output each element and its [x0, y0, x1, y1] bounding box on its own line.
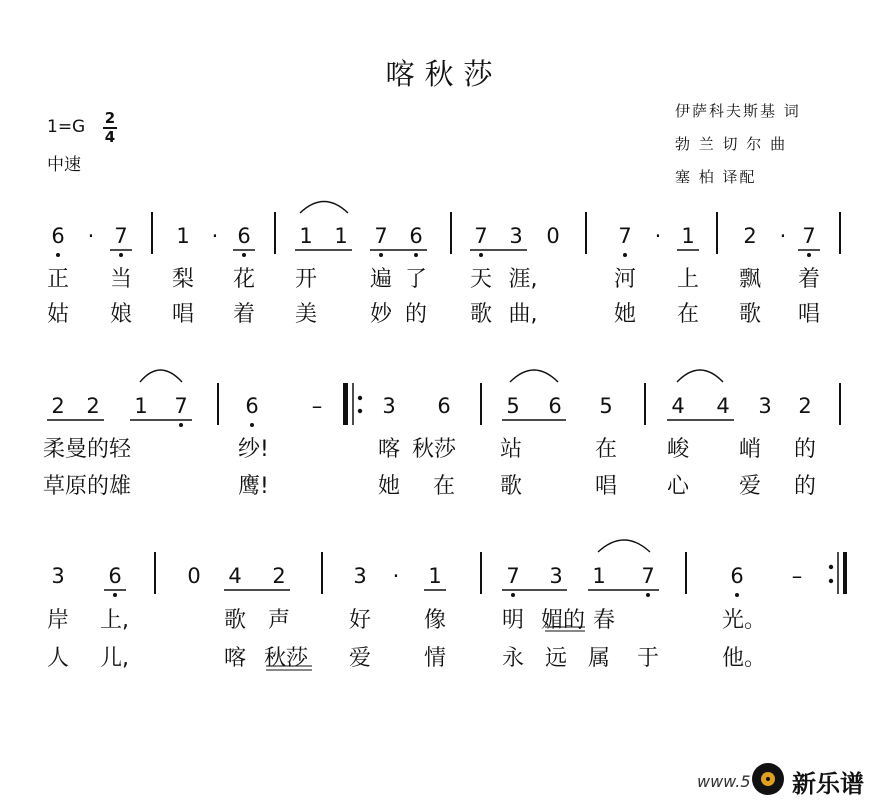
lyric: 喀 [377, 437, 400, 462]
song-title: 喀秋莎 [385, 57, 503, 91]
note: 7 [641, 564, 655, 588]
lyric: 心 [666, 474, 689, 499]
octave-dots [56, 253, 811, 597]
lyric: 爱 [348, 646, 371, 671]
lyric: 永 [501, 646, 524, 671]
note: 2 [51, 394, 65, 418]
note: 6 [237, 224, 251, 248]
translator-credit: 塞 柏 译配 [675, 168, 757, 186]
note: 3 [382, 394, 396, 418]
note: 2 [86, 394, 100, 418]
tempo-marking: 中速 [47, 155, 81, 175]
note: 1 [334, 224, 348, 248]
note: 6 [730, 564, 744, 588]
note: 6 [437, 394, 451, 418]
lyric: 唱 [797, 302, 820, 327]
lyric: 情 [423, 646, 446, 671]
watermark-url: www.5 [697, 772, 751, 791]
note: 3 [758, 394, 772, 418]
lyric: 姑 [46, 302, 69, 327]
note: 3 [353, 564, 367, 588]
lyric: 着 [232, 302, 255, 327]
note: 4 [228, 564, 242, 588]
note: 3 [509, 224, 523, 248]
dash: – [791, 564, 803, 588]
lyric: 于 [636, 646, 659, 671]
repeat-end-sign [829, 552, 847, 594]
lyric: 鹰! [238, 474, 269, 499]
lyric: 着 [797, 267, 820, 292]
note: 3 [51, 564, 65, 588]
dash: – [311, 394, 323, 418]
slurs [140, 202, 723, 553]
lyric: 梨 [171, 267, 194, 292]
note: 7 [474, 224, 488, 248]
lyric: 光。 [722, 608, 767, 633]
lyric: 爱 [738, 474, 761, 499]
lyric: 柔曼的轻 [43, 437, 132, 462]
lyric: 上 [676, 267, 699, 292]
note: 7 [802, 224, 816, 248]
lyric: 当 [109, 267, 132, 292]
key-label: 1=G [47, 117, 86, 137]
lyric: 在 [594, 437, 617, 462]
lyric: 歌 [499, 474, 522, 499]
note: 0 [187, 564, 201, 588]
lyric: 儿, [100, 646, 129, 671]
note: 2 [743, 224, 757, 248]
lyric: 声 [267, 608, 290, 633]
time-top: 2 [104, 109, 116, 127]
lyric: 飘 [738, 267, 761, 292]
lyric: 远 [544, 646, 567, 671]
lyricist-credit: 伊萨科夫斯基 词 [675, 102, 801, 120]
lyric: 的 [404, 302, 427, 327]
note: 6 [409, 224, 423, 248]
dot: · [779, 224, 787, 248]
note: 0 [546, 224, 560, 248]
note: 6 [548, 394, 562, 418]
lyric: 歌 [738, 302, 761, 327]
lyric: 妙 [369, 302, 392, 327]
lyric: 秋莎 [264, 646, 309, 671]
lyric: 的 [793, 474, 816, 499]
lyric: 唱 [594, 474, 617, 499]
note: 6 [51, 224, 65, 248]
dot: · [87, 224, 95, 248]
note: 7 [374, 224, 388, 248]
lyric: 峻 [666, 437, 689, 462]
lyric: 人 [46, 646, 69, 671]
note: 5 [599, 394, 613, 418]
lyric-underlines [266, 627, 585, 670]
lyric: 遍 [369, 267, 392, 292]
note: 4 [671, 394, 685, 418]
dot: · [392, 564, 400, 588]
note: 2 [272, 564, 286, 588]
note: 7 [618, 224, 632, 248]
barlines [152, 212, 840, 594]
note: 1 [681, 224, 695, 248]
dot: · [654, 224, 662, 248]
lyric: 秋莎 [412, 437, 457, 462]
lyric: 他。 [722, 646, 767, 671]
lyric: 歌 [469, 302, 492, 327]
lyric: 开 [294, 267, 317, 292]
lyric: 正 [46, 267, 69, 292]
repeat-start-sign [344, 383, 362, 425]
dot: · [211, 224, 219, 248]
lyric: 像 [423, 608, 446, 633]
lyric: 春 [592, 608, 615, 633]
note: 1 [134, 394, 148, 418]
lyric: 娘 [109, 302, 132, 327]
time-bottom: 4 [104, 128, 116, 146]
lyric: 草原的雄 [43, 474, 132, 499]
rhythm-underlines [47, 250, 820, 590]
note: 5 [506, 394, 520, 418]
lyric: 媚的 [541, 608, 586, 633]
lyric: 纱! [238, 437, 269, 462]
note: 2 [798, 394, 812, 418]
note: 1 [592, 564, 606, 588]
lyric: 曲, [508, 302, 538, 327]
lyric: 好 [348, 608, 371, 633]
lyric: 在 [432, 474, 455, 499]
lyric: 的 [793, 437, 816, 462]
lyric: 了 [404, 267, 427, 292]
lyric: 属 [587, 646, 610, 671]
lyric: 上, [100, 608, 129, 633]
lyric: 岸 [46, 608, 69, 633]
note: 7 [114, 224, 128, 248]
note: 3 [549, 564, 563, 588]
lyric: 美 [294, 302, 317, 327]
lyric: 峭 [738, 437, 761, 462]
lyric: 花 [232, 267, 255, 292]
lyric: 歌 [223, 608, 246, 633]
watermark-brand: 新乐谱 [792, 770, 864, 798]
note: 7 [174, 394, 188, 418]
note: 1 [176, 224, 190, 248]
note: 6 [245, 394, 259, 418]
composer-credit: 勃 兰 切 尔 曲 [675, 135, 788, 153]
lyric: 河 [613, 267, 636, 292]
note: 1 [299, 224, 313, 248]
note: 6 [108, 564, 122, 588]
lyric: 唱 [171, 302, 194, 327]
lyric: 站 [499, 437, 522, 462]
lyric: 明 [501, 608, 524, 633]
lyric: 她 [377, 474, 400, 499]
lyric: 她 [613, 302, 636, 327]
lyric: 在 [676, 302, 699, 327]
note: 4 [716, 394, 730, 418]
note: 7 [506, 564, 520, 588]
lyric: 喀 [223, 646, 246, 671]
lyric: 涯, [508, 267, 538, 292]
lyric: 天 [469, 267, 492, 292]
note: 1 [428, 564, 442, 588]
record-logo-icon [752, 763, 784, 795]
